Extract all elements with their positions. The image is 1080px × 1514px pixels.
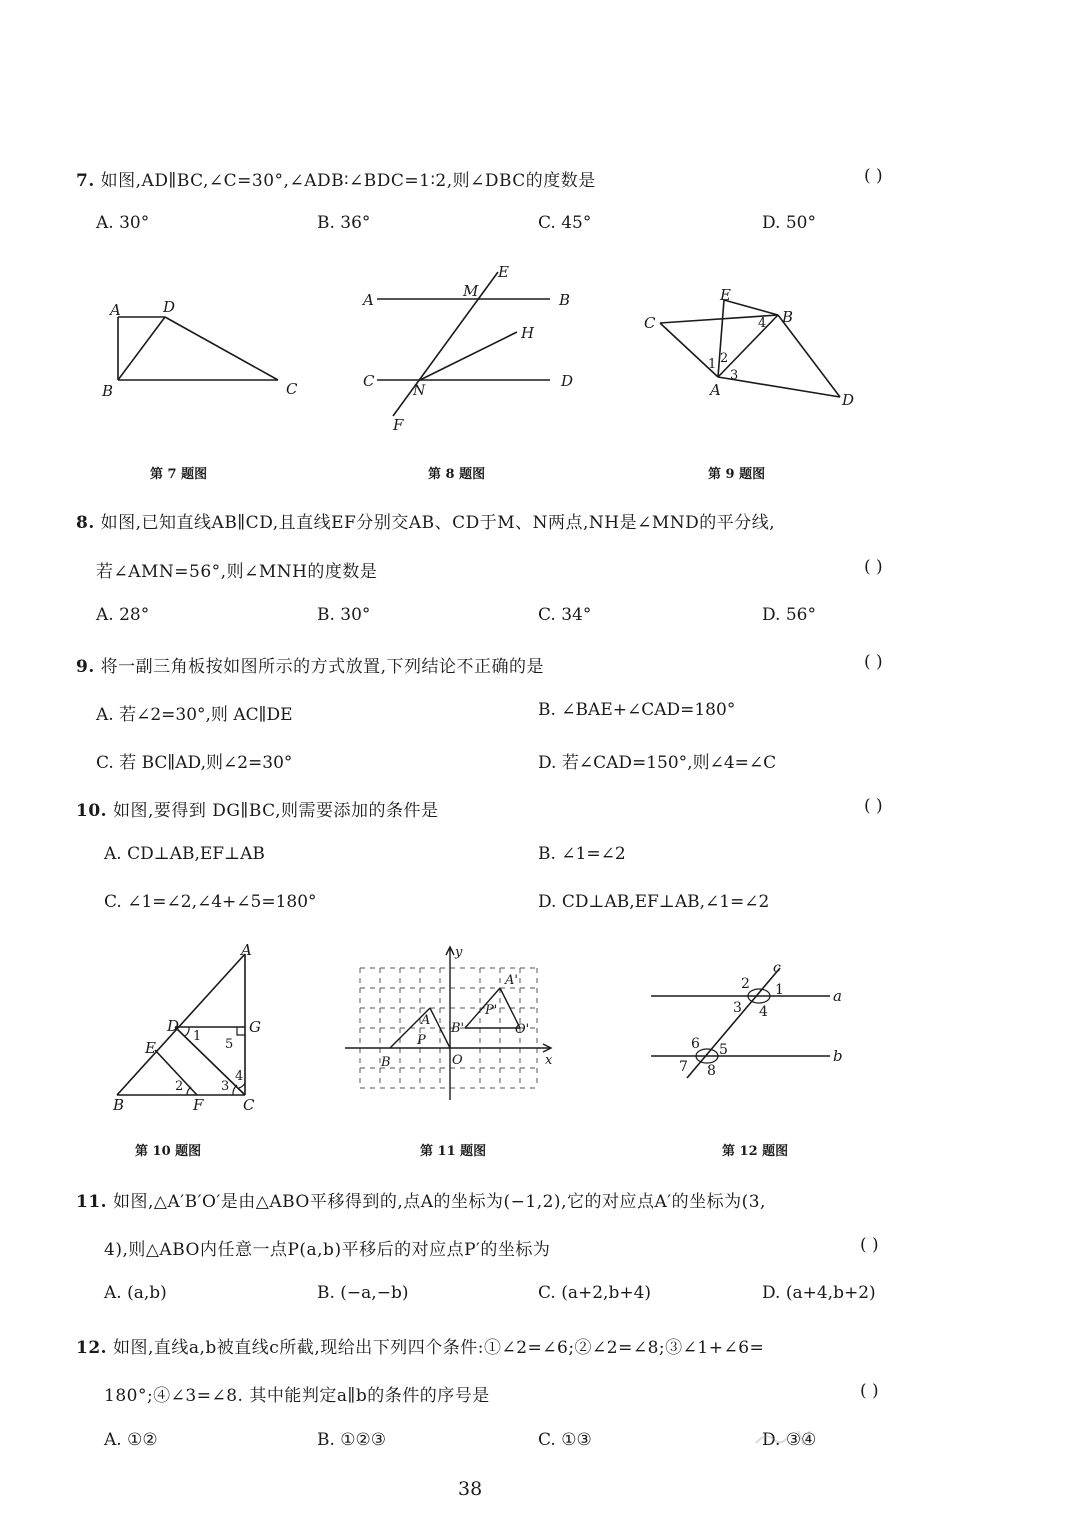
- fig12-label-4: 4: [759, 1004, 768, 1020]
- fig10-label-4: 4: [235, 1069, 244, 1084]
- fig9-label-C: C: [644, 314, 656, 332]
- figure-9: [640, 280, 870, 415]
- q8-option-a[interactable]: A. 28°: [96, 605, 150, 625]
- q9-option-b[interactable]: B. ∠BAE+∠CAD=180°: [538, 700, 736, 720]
- q9-option-c[interactable]: C. 若 BC∥AD,则∠2=30°: [96, 753, 293, 773]
- q11-option-b[interactable]: B. (−a,−b): [317, 1283, 409, 1303]
- fig12-label-a: a: [833, 987, 842, 1005]
- q7-text: 如图,AD∥BC,∠C=30°,∠ADB∶∠BDC=1∶2,则∠DBC的度数是: [100, 171, 596, 191]
- q11-text-line1: 如图,△A′B′O′是由△ABO平移得到的,点A的坐标为(−1,2),它的对应点A′的坐标为(3,: [112, 1192, 766, 1212]
- q7-option-d[interactable]: D. 50°: [762, 213, 816, 233]
- fig11-label-y: y: [455, 945, 463, 960]
- q8-stem-line1: [76, 508, 775, 533]
- q8-text-line1: 如图,已知直线AB∥CD,且直线EF分别交AB、CD于M、N两点,NH是∠MND的平分线,: [100, 513, 776, 533]
- q11-stem-line1: [76, 1187, 766, 1212]
- fig11-label-Bprime: B': [451, 1021, 465, 1036]
- figure-10: [105, 940, 275, 1120]
- q8-option-b[interactable]: B. 30°: [317, 605, 371, 625]
- fig8-label-F: F: [393, 416, 404, 434]
- fig7-caption: 第 7 题图: [150, 467, 208, 482]
- fig11-label-O: O: [452, 1053, 463, 1068]
- fig12-label-8: 8: [707, 1063, 716, 1079]
- fig11-label-Oprime: O': [515, 1022, 530, 1037]
- fig8-caption: 第 8 题图: [428, 467, 486, 482]
- q7-option-b[interactable]: B. 36°: [317, 213, 371, 233]
- watermark-mark: [752, 1423, 822, 1449]
- q7-option-a[interactable]: A. 30°: [96, 213, 150, 233]
- q9-stem: [76, 652, 544, 677]
- q9-option-a[interactable]: A. 若∠2=30°,则 AC∥DE: [96, 705, 293, 725]
- q12-text-line1: 如图,直线a,b被直线c所截,现给出下列四个条件:①∠2=∠6;②∠2=∠8;③∠1+∠6=: [112, 1338, 765, 1358]
- fig11-label-A: A: [421, 1013, 431, 1028]
- fig10-label-5: 5: [225, 1037, 234, 1052]
- q10-option-a[interactable]: A. CD⊥AB,EF⊥AB: [104, 844, 265, 864]
- fig12-label-3: 3: [733, 1000, 742, 1016]
- fig11-label-Pprime: P': [485, 1003, 498, 1018]
- fig11-label-P: P: [417, 1033, 426, 1048]
- fig10-label-G: G: [249, 1018, 261, 1036]
- fig11-label-Aprime: A': [505, 973, 518, 988]
- fig7-label-D: D: [163, 298, 176, 316]
- fig12-label-5: 5: [719, 1042, 728, 1058]
- fig9-label-1: 1: [708, 357, 717, 372]
- q12-answer-paren[interactable]: ( ): [860, 1381, 879, 1401]
- fig11-label-B: B: [381, 1055, 391, 1070]
- q8-option-d[interactable]: D. 56°: [762, 605, 816, 625]
- q12-number: 12.: [76, 1338, 108, 1358]
- fig10-label-E: E: [145, 1039, 156, 1057]
- fig9-label-B: B: [782, 308, 794, 326]
- q9-text: 将一副三角板按如图所示的方式放置,下列结论不正确的是: [100, 657, 545, 677]
- q11-answer-paren[interactable]: ( ): [860, 1235, 879, 1255]
- q11-stem-line2: 4),则△ABO内任意一点P(a,b)平移后的对应点P′的坐标为: [104, 1240, 551, 1260]
- fig8-label-B: B: [559, 291, 571, 309]
- fig10-label-2: 2: [175, 1079, 184, 1094]
- q7-option-c[interactable]: C. 45°: [538, 213, 592, 233]
- q9-option-d[interactable]: D. 若∠CAD=150°,则∠4=∠C: [538, 753, 777, 773]
- q7-answer-paren[interactable]: ( ): [864, 166, 883, 186]
- fig10-label-D: D: [167, 1017, 180, 1035]
- q10-option-c[interactable]: C. ∠1=∠2,∠4+∠5=180°: [104, 892, 317, 912]
- q9-answer-paren[interactable]: ( ): [864, 652, 883, 672]
- q8-option-c[interactable]: C. 34°: [538, 605, 592, 625]
- fig10-label-1: 1: [193, 1029, 202, 1044]
- figure-7: [90, 290, 320, 410]
- fig9-label-2: 2: [720, 351, 729, 366]
- fig10-label-F: F: [193, 1096, 204, 1114]
- fig7-label-A: A: [110, 301, 121, 319]
- fig10-label-A: A: [241, 941, 252, 959]
- q11-option-c[interactable]: C. (a+2,b+4): [538, 1283, 652, 1303]
- fig7-label-C: C: [286, 380, 298, 398]
- q10-text: 如图,要得到 DG∥BC,则需要添加的条件是: [112, 801, 439, 821]
- figure-8: [355, 258, 585, 438]
- fig8-label-H: H: [521, 324, 535, 342]
- q8-answer-paren[interactable]: ( ): [864, 557, 883, 577]
- fig12-label-c: c: [773, 960, 781, 976]
- fig12-label-1: 1: [775, 982, 784, 998]
- fig10-label-B: B: [113, 1096, 125, 1114]
- fig8-label-A: A: [363, 291, 374, 309]
- fig10-caption: 第 10 题图: [135, 1144, 202, 1159]
- q12-option-a[interactable]: A. ①②: [104, 1430, 158, 1450]
- q8-number: 8.: [76, 513, 95, 533]
- q7-number: 7.: [76, 171, 95, 191]
- q10-answer-paren[interactable]: ( ): [864, 796, 883, 816]
- q10-stem: [76, 796, 438, 821]
- q12-stem-line1: [76, 1333, 764, 1358]
- fig12-label-2: 2: [741, 976, 750, 992]
- fig12-label-b: b: [833, 1047, 843, 1065]
- fig10-label-3: 3: [221, 1079, 230, 1094]
- q12-option-b[interactable]: B. ①②③: [317, 1430, 387, 1450]
- fig11-label-x: x: [545, 1053, 553, 1068]
- q11-number: 11.: [76, 1192, 108, 1212]
- fig9-label-3: 3: [730, 368, 739, 383]
- q11-option-a[interactable]: A. (a,b): [104, 1283, 167, 1303]
- q9-number: 9.: [76, 657, 95, 677]
- fig8-label-M: M: [463, 282, 479, 300]
- fig10-label-C: C: [243, 1096, 255, 1114]
- q8-stem-line2: 若∠AMN=56°,则∠MNH的度数是: [96, 562, 378, 582]
- fig7-label-B: B: [102, 382, 114, 400]
- figure-12: [645, 960, 850, 1085]
- fig9-label-A: A: [710, 381, 721, 399]
- figure-11: [345, 940, 560, 1110]
- fig9-caption: 第 9 题图: [708, 467, 766, 482]
- fig11-caption: 第 11 题图: [420, 1144, 487, 1159]
- fig12-label-7: 7: [679, 1059, 688, 1075]
- fig12-label-6: 6: [691, 1036, 700, 1052]
- q12-option-c[interactable]: C. ①③: [538, 1430, 592, 1450]
- q10-option-d[interactable]: D. CD⊥AB,EF⊥AB,∠1=∠2: [538, 892, 770, 912]
- page-number: 38: [458, 1478, 483, 1500]
- fig12-caption: 第 12 题图: [722, 1144, 789, 1159]
- fig9-label-4: 4: [758, 316, 767, 331]
- q12-stem-line2: 180°;④∠3=∠8. 其中能判定a∥b的条件的序号是: [104, 1386, 490, 1406]
- fig9-label-E: E: [720, 286, 731, 304]
- fig8-label-C: C: [363, 372, 375, 390]
- fig9-label-D: D: [842, 391, 855, 409]
- q7-stem: [76, 166, 596, 191]
- fig8-label-N: N: [413, 383, 426, 399]
- q12-option-d[interactable]: D. ③④: [762, 1430, 817, 1450]
- q10-option-b[interactable]: B. ∠1=∠2: [538, 844, 626, 864]
- fig8-label-E: E: [498, 263, 509, 281]
- fig8-label-D: D: [561, 372, 574, 390]
- q11-option-d[interactable]: D. (a+4,b+2): [762, 1283, 876, 1303]
- q10-number: 10.: [76, 801, 108, 821]
